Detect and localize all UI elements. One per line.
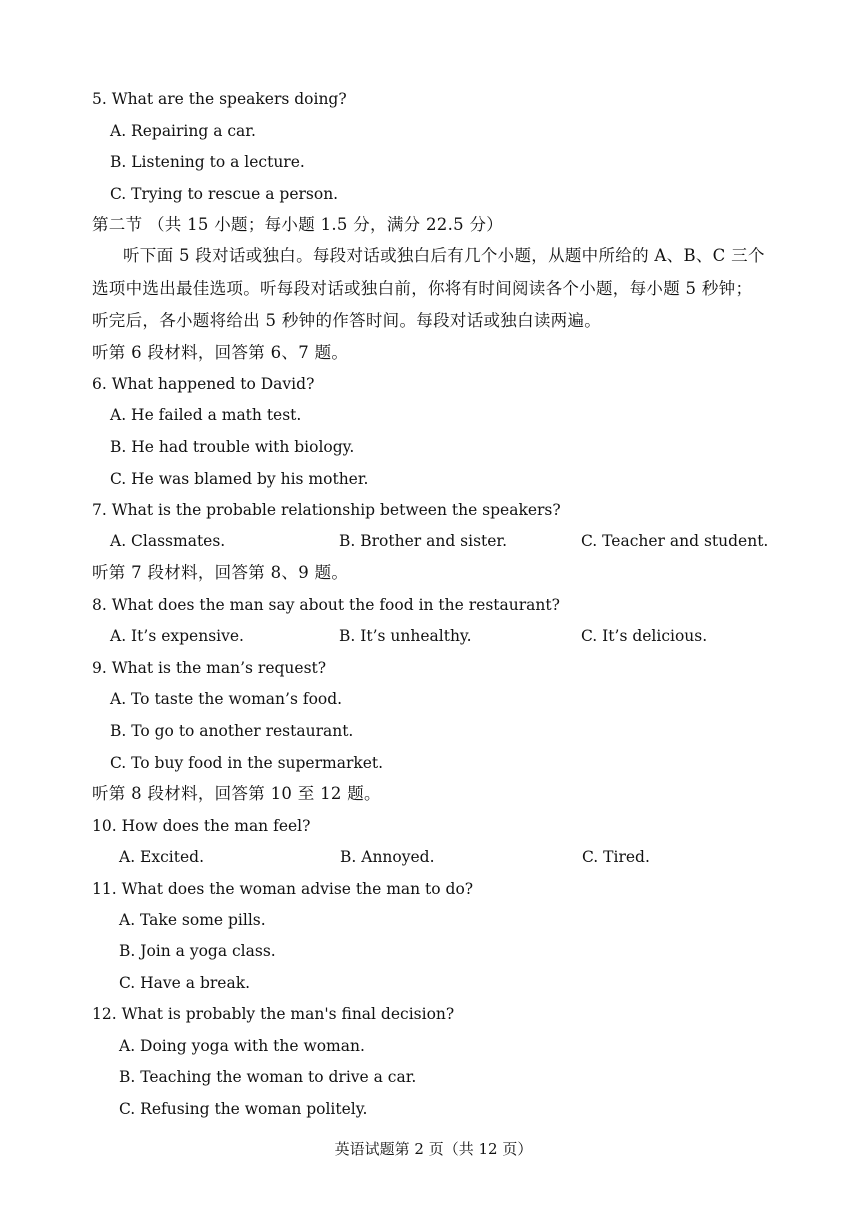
section-2-intro-line-3: 听完后，各小题将给出 5 秒钟的作答时间。每段对话或独白读两遍。 — [92, 311, 602, 330]
question-8-stem: 8. What does the man say about the food in the restaurant? — [92, 596, 560, 614]
section-2-heading: 第二节 （共 15 小题；每小题 1.5 分，满分 22.5 分） — [92, 215, 504, 234]
q8-option-b: B. It’s unhealthy. — [339, 627, 472, 645]
section-2-intro-line-1: 听下面 5 段对话或独白。每段对话或独白后有几个小题，从题中所给的 A、B、C 三个 — [123, 246, 765, 265]
section-2-intro-line-2: 选项中选出最佳选项。听每段对话或独白前，你将有时间阅读各个小题，每小题 5 秒钟； — [92, 279, 753, 298]
q9-option-a: A. To taste the woman’s food. — [110, 690, 343, 708]
q12-option-a: A. Doing yoga with the woman. — [119, 1037, 365, 1055]
q6-option-b: B. He had trouble with biology. — [110, 438, 355, 456]
question-5-stem: 5. What are the speakers doing? — [92, 90, 347, 108]
q10-option-c: C. Tired. — [582, 848, 650, 866]
q11-option-a: A. Take some pills. — [119, 911, 266, 929]
question-9-stem: 9. What is the man’s request? — [92, 659, 327, 677]
material-8-instruction: 听第 8 段材料，回答第 10 至 12 题。 — [92, 784, 381, 803]
q7-option-b: B. Brother and sister. — [339, 532, 508, 550]
q9-option-b: B. To go to another restaurant. — [110, 722, 354, 740]
q9-option-c: C. To buy food in the supermarket. — [110, 754, 384, 772]
q8-option-c: C. It’s delicious. — [581, 627, 708, 645]
question-6-stem: 6. What happened to David? — [92, 375, 315, 393]
q12-option-c: C. Refusing the woman politely. — [119, 1100, 368, 1118]
q5-option-c: C. Trying to rescue a person. — [110, 185, 339, 203]
question-11-stem: 11. What does the woman advise the man to do? — [92, 880, 474, 898]
q5-option-a: A. Repairing a car. — [110, 122, 256, 140]
q11-option-c: C. Have a break. — [119, 974, 251, 992]
q7-option-a: A. Classmates. — [110, 532, 226, 550]
page-footer: 英语试题第 2 页（共 12 页） — [334, 1140, 533, 1158]
q5-option-b: B. Listening to a lecture. — [110, 153, 305, 171]
q10-option-a: A. Excited. — [119, 848, 204, 866]
q8-option-a: A. It’s expensive. — [110, 627, 244, 645]
question-10-stem: 10. How does the man feel? — [92, 817, 311, 835]
q6-option-a: A. He failed a math test. — [110, 406, 302, 424]
question-12-stem: 12. What is probably the man's final decision? — [92, 1005, 455, 1023]
q12-option-b: B. Teaching the woman to drive a car. — [119, 1068, 417, 1086]
material-6-instruction: 听第 6 段材料，回答第 6、7 题。 — [92, 343, 349, 362]
question-7-stem: 7. What is the probable relationship between the speakers? — [92, 501, 561, 519]
q11-option-b: B. Join a yoga class. — [119, 942, 276, 960]
q6-option-c: C. He was blamed by his mother. — [110, 470, 369, 488]
q10-option-b: B. Annoyed. — [340, 848, 435, 866]
q7-option-c: C. Teacher and student. — [581, 532, 769, 550]
material-7-instruction: 听第 7 段材料，回答第 8、9 题。 — [92, 563, 349, 582]
